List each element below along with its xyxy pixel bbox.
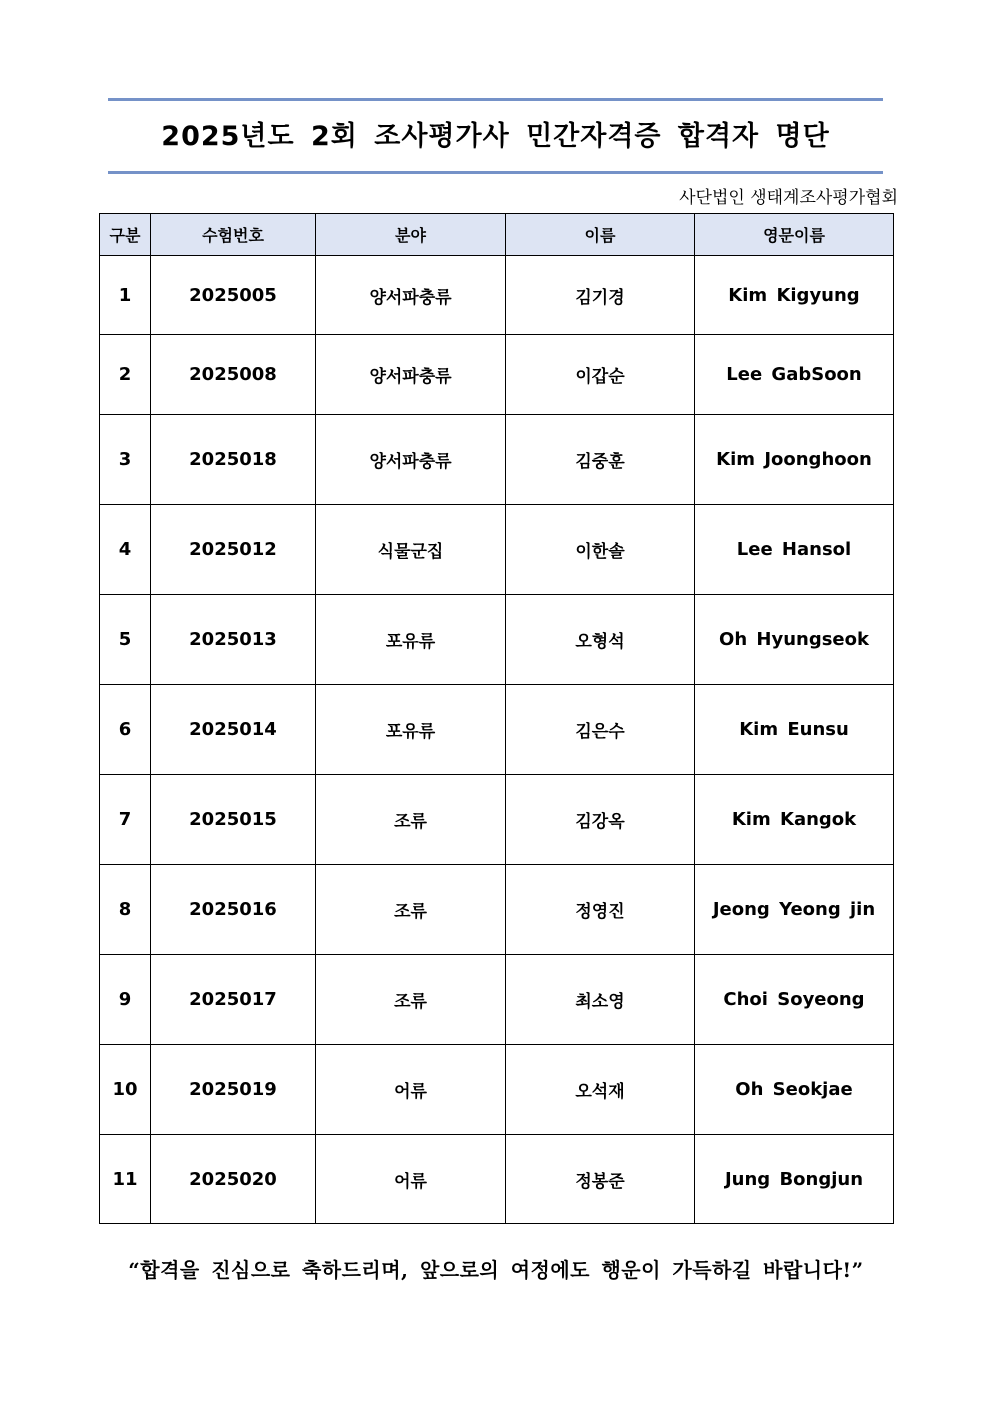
row-no: 2 [100, 335, 151, 415]
row-field: 양서파충류 [316, 256, 506, 335]
row-no: 8 [100, 865, 151, 955]
row-field: 어류 [316, 1045, 506, 1135]
row-name: 오형석 [506, 595, 695, 685]
row-name: 정영진 [506, 865, 695, 955]
row-name: 김강옥 [506, 775, 695, 865]
row-exam-no: 2025012 [151, 505, 316, 595]
header-exam-no: 수험번호 [151, 214, 316, 256]
row-exam-no: 2025020 [151, 1135, 316, 1224]
table-row [100, 505, 894, 595]
header-field: 분야 [316, 214, 506, 256]
row-english-name: Lee Hansol [695, 505, 894, 595]
row-exam-no: 2025013 [151, 595, 316, 685]
row-name: 이갑순 [506, 335, 695, 415]
row-field: 어류 [316, 1135, 506, 1224]
row-field: 양서파충류 [316, 415, 506, 505]
table-row [100, 1045, 894, 1135]
row-name: 김중훈 [506, 415, 695, 505]
row-english-name: Oh Hyungseok [695, 595, 894, 685]
row-no: 7 [100, 775, 151, 865]
row-exam-no: 2025005 [151, 256, 316, 335]
row-no: 3 [100, 415, 151, 505]
row-field: 식물군집 [316, 505, 506, 595]
row-name: 김은수 [506, 685, 695, 775]
row-name: 최소영 [506, 955, 695, 1045]
row-no: 5 [100, 595, 151, 685]
row-exam-no: 2025014 [151, 685, 316, 775]
row-exam-no: 2025018 [151, 415, 316, 505]
header-name: 이름 [506, 214, 695, 256]
page-title: 2025년도 2회 조사평가사 민간자격증 합격자 명단 [161, 121, 830, 152]
table-row [100, 595, 894, 685]
row-english-name: Choi Soyeong [695, 955, 894, 1045]
row-english-name: Kim Joonghoon [695, 415, 894, 505]
table-row [100, 865, 894, 955]
table-row [100, 955, 894, 1045]
row-english-name: Jung Bongjun [695, 1135, 894, 1224]
row-name: 정봉준 [506, 1135, 695, 1224]
table-header-row [100, 214, 894, 256]
row-field: 조류 [316, 775, 506, 865]
row-no: 1 [100, 256, 151, 335]
row-exam-no: 2025019 [151, 1045, 316, 1135]
row-name: 이한솔 [506, 505, 695, 595]
table-row [100, 1135, 894, 1224]
closing-message: “합격을 진심으로 축하드리며, 앞으로의 여정에도 행운이 가득하길 바랍니다!” [128, 1258, 864, 1282]
table-row [100, 256, 894, 335]
row-english-name: Kim Kangok [695, 775, 894, 865]
row-english-name: Jeong Yeong jin [695, 865, 894, 955]
header-english-name: 영문이름 [695, 214, 894, 256]
row-field: 양서파충류 [316, 335, 506, 415]
row-english-name: Lee GabSoon [695, 335, 894, 415]
row-exam-no: 2025016 [151, 865, 316, 955]
row-no: 6 [100, 685, 151, 775]
row-exam-no: 2025015 [151, 775, 316, 865]
table-row [100, 335, 894, 415]
row-field: 포유류 [316, 685, 506, 775]
table-row [100, 775, 894, 865]
row-name: 김기경 [506, 256, 695, 335]
row-english-name: Oh Seokjae [695, 1045, 894, 1135]
row-name: 오석재 [506, 1045, 695, 1135]
table-row [100, 685, 894, 775]
row-field: 포유류 [316, 595, 506, 685]
row-no: 10 [100, 1045, 151, 1135]
row-exam-no: 2025017 [151, 955, 316, 1045]
title-bottom-rule [108, 171, 883, 174]
passer-table [99, 213, 894, 1224]
row-english-name: Kim Kigyung [695, 256, 894, 335]
organization-name: 사단법인 생태계조사평가협회 [679, 188, 898, 208]
row-no: 11 [100, 1135, 151, 1224]
header-no: 구분 [100, 214, 151, 256]
row-no: 9 [100, 955, 151, 1045]
row-field: 조류 [316, 955, 506, 1045]
row-no: 4 [100, 505, 151, 595]
title-top-rule [108, 98, 883, 101]
row-exam-no: 2025008 [151, 335, 316, 415]
table-row [100, 415, 894, 505]
row-field: 조류 [316, 865, 506, 955]
row-english-name: Kim Eunsu [695, 685, 894, 775]
